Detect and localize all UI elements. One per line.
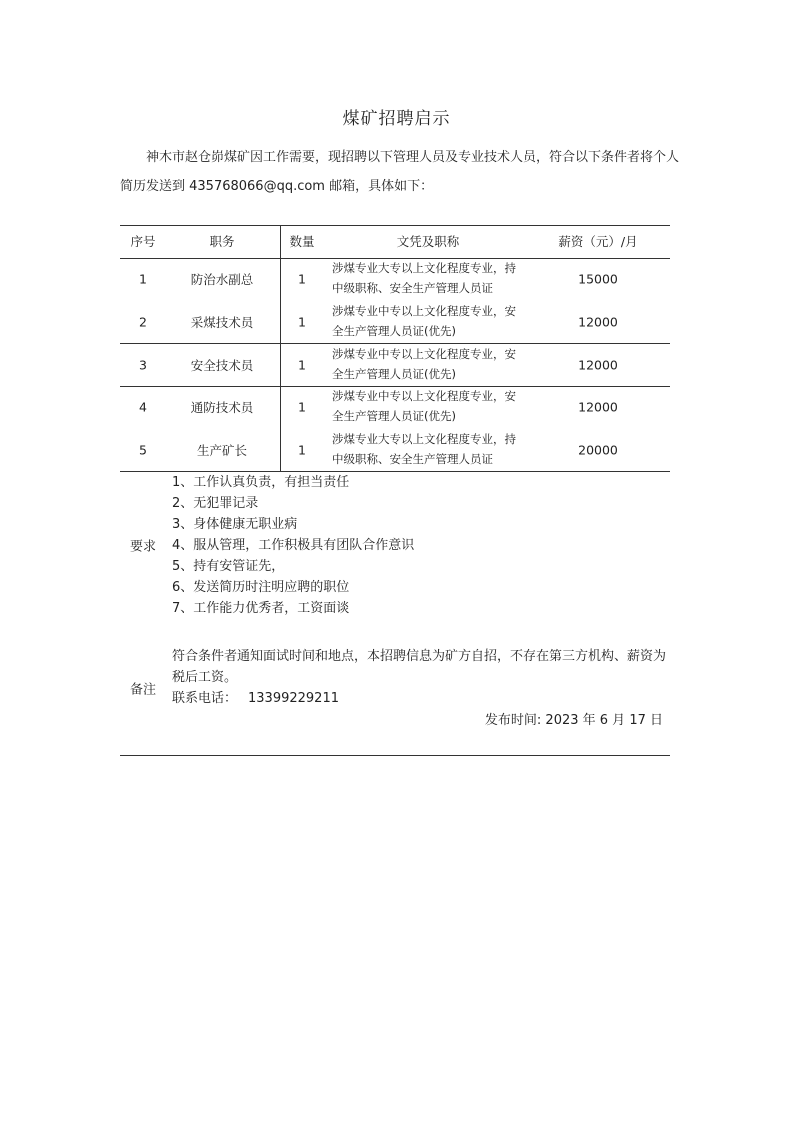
row-req-line2: 全生产管理人员证(优先) bbox=[332, 367, 456, 381]
row-no: 2 bbox=[139, 314, 147, 330]
publish-date: 发布时间: 2023 年 6 月 17 日 bbox=[484, 713, 663, 728]
notes-text: 符合条件者通知面试时间和地点，本招聘信息为矿方自招，不存在第三方机构、薪资为税后工资。 bbox=[172, 649, 667, 685]
row-no: 5 bbox=[139, 442, 147, 458]
requirement-item: 4、服从管理，工作积极具有团队合作意识 bbox=[172, 538, 415, 553]
row-req-line1: 涉煤专业大专以上文化程度专业，持 bbox=[332, 432, 516, 446]
requirement-item: 2、无犯罪记录 bbox=[172, 496, 259, 511]
header-job: 职务 bbox=[209, 234, 235, 249]
phone-label: 联系电话： bbox=[172, 691, 238, 706]
header-no: 序号 bbox=[130, 234, 156, 249]
row-job: 生产矿长 bbox=[196, 443, 248, 458]
row-no: 1 bbox=[139, 271, 147, 287]
row-pay: 12000 bbox=[578, 357, 618, 373]
intro-paragraph: 神木市赵仓峁煤矿因工作需要，现招聘以下管理人员及专业技术人员，符合以下条件者将个人简历发送到 435768066@qq.com 邮箱，具体如下： bbox=[120, 150, 680, 194]
requirements-label: 要求 bbox=[129, 539, 157, 555]
row-qty: 1 bbox=[298, 314, 306, 330]
row-job: 采煤技术员 bbox=[190, 315, 254, 330]
row-qty: 1 bbox=[298, 399, 306, 415]
row-no: 3 bbox=[139, 357, 147, 373]
row-qty: 1 bbox=[298, 357, 306, 373]
row-job: 安全技术员 bbox=[190, 358, 254, 373]
page-title: 煤矿招聘启示 bbox=[342, 109, 451, 129]
row-req-line1: 涉煤专业大专以上文化程度专业，持 bbox=[332, 261, 516, 275]
phone-number: 13399229211 bbox=[248, 691, 339, 706]
requirement-item: 6、发送简历时注明应聘的职位 bbox=[172, 580, 350, 595]
header-pay: 薪资（元）/月 bbox=[558, 234, 638, 249]
row-job: 防治水副总 bbox=[190, 272, 254, 287]
row-qty: 1 bbox=[298, 442, 306, 458]
row-pay: 15000 bbox=[578, 271, 618, 287]
row-req-line2: 全生产管理人员证(优先) bbox=[332, 409, 456, 423]
row-req-line1: 涉煤专业中专以上文化程度专业，安 bbox=[332, 389, 516, 403]
row-req-line1: 涉煤专业中专以上文化程度专业，安 bbox=[332, 304, 516, 318]
row-job: 通防技术员 bbox=[190, 400, 254, 415]
row-req-line2: 全生产管理人员证(优先) bbox=[332, 324, 456, 338]
header-qty: 数量 bbox=[289, 234, 315, 249]
notes-label: 备注 bbox=[129, 682, 157, 698]
requirement-item: 1、工作认真负责，有担当责任 bbox=[172, 475, 350, 490]
requirement-item: 7、工作能力优秀者，工资面谈 bbox=[172, 601, 350, 616]
row-qty: 1 bbox=[298, 271, 306, 287]
row-pay: 12000 bbox=[578, 399, 618, 415]
requirement-item: 5、持有安管证先， bbox=[172, 559, 285, 574]
row-pay: 12000 bbox=[578, 314, 618, 330]
requirement-item: 3、身体健康无职业病 bbox=[172, 517, 298, 532]
header-req: 文凭及职称 bbox=[396, 234, 460, 249]
row-req-line2: 中级职称、安全生产管理人员证 bbox=[332, 452, 493, 466]
row-req-line2: 中级职称、安全生产管理人员证 bbox=[332, 281, 493, 295]
row-pay: 20000 bbox=[578, 442, 618, 458]
row-no: 4 bbox=[139, 399, 147, 415]
row-req-line1: 涉煤专业中专以上文化程度专业，安 bbox=[332, 347, 516, 361]
